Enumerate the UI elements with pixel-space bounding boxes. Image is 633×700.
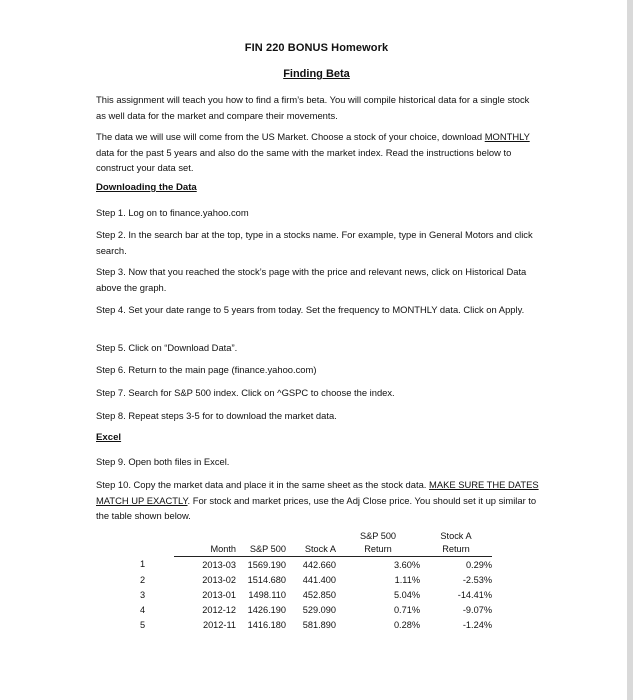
cell-sp500: 1569.190 — [247, 559, 286, 570]
table-header-row-top — [140, 530, 492, 542]
cell-sp-return: 1.11% — [394, 574, 420, 585]
cell-sa-return: 0.29% — [465, 559, 492, 570]
cell-sa-return: -9.07% — [462, 604, 492, 615]
header-sa-return: Return — [420, 542, 492, 557]
step-2: Step 2. In the search bar at the top, type in a stocks name. For example, type in General Motors and click search. — [96, 229, 533, 256]
cell-stock-a: 441.400 — [302, 574, 336, 585]
header-month: Month — [174, 542, 236, 557]
cell-month: 2012-12 — [202, 604, 236, 615]
header-sp-return: Return — [336, 542, 420, 557]
cell-sp-return: 5.04% — [393, 589, 420, 600]
data-table — [140, 530, 492, 632]
intro-text: The data we will use will come from the US Market. Choose a stock of your choice, download — [96, 131, 485, 142]
table-row — [140, 587, 492, 602]
table-row — [140, 557, 492, 573]
cell-month: 2013-01 — [202, 589, 236, 600]
cell-stock-a: 581.890 — [302, 619, 336, 630]
step-4: Step 4. Set your date range to 5 years from today. Set the frequency to MONTHLY data. Click on Apply. — [96, 304, 525, 315]
cell-sp-return: 0.28% — [393, 619, 420, 630]
cell-sp500: 1498.110 — [248, 589, 286, 600]
step-7: Step 7. Search for S&P 500 index. Click on ^GSPC to choose the index. — [96, 387, 395, 398]
table-row — [140, 617, 492, 632]
step-8: Step 8. Repeat steps 3-5 for to download the market data. — [96, 410, 337, 421]
step-3: Step 3. Now that you reached the stock’s page with the price and relevant news, click on Historical Data above the graph. — [96, 266, 527, 293]
page-edge — [627, 0, 633, 700]
table-header-row — [140, 542, 492, 557]
intro-paragraph-1: This assignment will teach you how to find a firm’s beta. You will compile historical data for a single stock as well data for the market and compare their movements. — [96, 94, 530, 121]
header-sp500: S&P 500 — [236, 542, 286, 557]
cell-sp500: 1514.680 — [247, 574, 286, 585]
step-9: Step 9. Open both files in Excel. — [96, 456, 230, 467]
step-1: Step 1. Log on to finance.yahoo.com — [96, 207, 249, 218]
step-6: Step 6. Return to the main page (finance.yahoo.com) — [96, 364, 317, 375]
step-10 — [96, 477, 541, 524]
cell-sp500: 1426.190 — [247, 604, 286, 615]
row-index: 4 — [140, 604, 146, 615]
cell-stock-a: 442.660 — [302, 559, 336, 570]
header-stock-a: Stock A — [286, 542, 336, 557]
row-index: 5 — [140, 619, 146, 630]
page-title: FIN 220 BONUS Homework — [244, 42, 389, 54]
row-index: 1 — [140, 559, 146, 570]
cell-sp-return: 3.60% — [393, 559, 420, 570]
table-row — [140, 602, 492, 617]
header-sp-return-top: S&P 500 — [359, 531, 397, 541]
row-index: 3 — [140, 589, 146, 600]
section-heading-download: Downloading the Data — [96, 182, 197, 193]
cell-stock-a: 452.850 — [302, 589, 336, 600]
step-10-text: Step 10. Copy the market data and place it in the same sheet as the stock data. — [96, 479, 430, 490]
cell-sp500: 1416.180 — [247, 619, 286, 630]
cell-month: 2012-11 — [202, 619, 236, 630]
cell-stock-a: 529.090 — [302, 604, 336, 615]
row-index: 2 — [140, 574, 146, 585]
step-10-text-continued: . For stock and market prices, use the Adj Close price. You should set it up similar to the table shown below. — [96, 494, 537, 521]
intro-text-continued: data for the past 5 years and also do the same with the market index. Read the instructions below to construct your data set. — [96, 146, 512, 173]
section-heading-excel: Excel — [96, 432, 122, 443]
monthly-underlined: MONTHLY — [484, 131, 530, 142]
cell-sa-return: -1.24% — [462, 619, 492, 630]
make-sure-underlined: MAKE SURE THE DATES MATCH UP EXACTLY — [96, 479, 539, 506]
header-sa-return-top: Stock A — [440, 531, 472, 541]
table-row — [140, 572, 492, 587]
cell-sp-return: 0.71% — [393, 604, 420, 615]
cell-month: 2013-03 — [202, 559, 236, 570]
page-subtitle: Finding Beta — [283, 68, 350, 80]
step-5: Step 5. Click on “Download Data”. — [96, 342, 238, 353]
cell-month: 2013-02 — [202, 574, 236, 585]
cell-sa-return: -14.41% — [457, 589, 492, 600]
cell-sa-return: -2.53% — [462, 574, 492, 585]
intro-paragraph-2 — [96, 129, 541, 176]
